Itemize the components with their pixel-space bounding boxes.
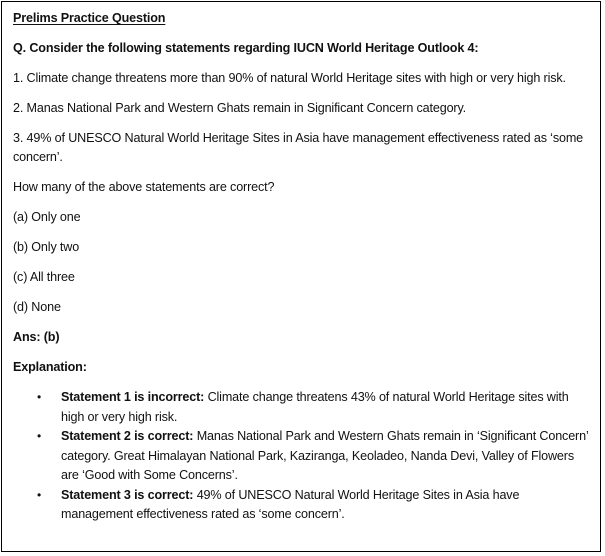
statement-3: 3. 49% of UNESCO Natural World Heritage Sites in Asia have management effectiveness rated as ‘some concern’. bbox=[13, 131, 584, 164]
explanation-lead: Statement 2 is correct: bbox=[61, 429, 194, 443]
explanation-item bbox=[13, 427, 593, 486]
explanation-text: Manas National Park and Western Ghats remain in ‘Significant Concern’ category. Great Himalayan National Park, Kaziranga, Keoladeo, Nanda Devi, Valley of Flowers are ‘Good with Some Concerns’. bbox=[61, 429, 589, 482]
statement-2: 2. Manas National Park and Western Ghats remain in Significant Concern category. bbox=[13, 101, 467, 115]
explanation-item bbox=[13, 486, 593, 525]
option-d: (d) None bbox=[13, 300, 61, 314]
option-a: (a) Only one bbox=[13, 210, 81, 224]
section-heading: Prelims Practice Question bbox=[13, 11, 166, 25]
explanation-list bbox=[13, 388, 593, 525]
explanation-lead: Statement 3 is correct: bbox=[61, 487, 194, 502]
bullet-icon: • bbox=[37, 429, 42, 443]
option-b: (b) Only two bbox=[13, 240, 80, 254]
statement-1: 1. Climate change threatens more than 90% of natural World Heritage sites with high or very high risk. bbox=[13, 71, 566, 85]
explanation-item bbox=[13, 388, 593, 427]
explanation-label: Explanation: bbox=[13, 360, 87, 374]
bullet-icon: • bbox=[37, 487, 42, 502]
option-c: (c) All three bbox=[13, 270, 75, 284]
bullet-icon: • bbox=[37, 390, 42, 404]
question-stem: Q. Consider the following statements regarding IUCN World Heritage Outlook 4: bbox=[13, 41, 479, 55]
question-content bbox=[13, 9, 593, 525]
question-box bbox=[1, 1, 601, 552]
explanation-text: 49% of UNESCO Natural World Heritage Sites in Asia have management effectiveness rated as ‘some concern’. bbox=[61, 487, 520, 521]
explanation-text: Climate change threatens 43% of natural World Heritage sites with high or very high risk. bbox=[61, 390, 569, 424]
explanation-lead: Statement 1 is incorrect: bbox=[61, 390, 205, 404]
answer: Ans: (b) bbox=[13, 330, 60, 344]
question-prompt: How many of the above statements are correct? bbox=[13, 180, 275, 194]
